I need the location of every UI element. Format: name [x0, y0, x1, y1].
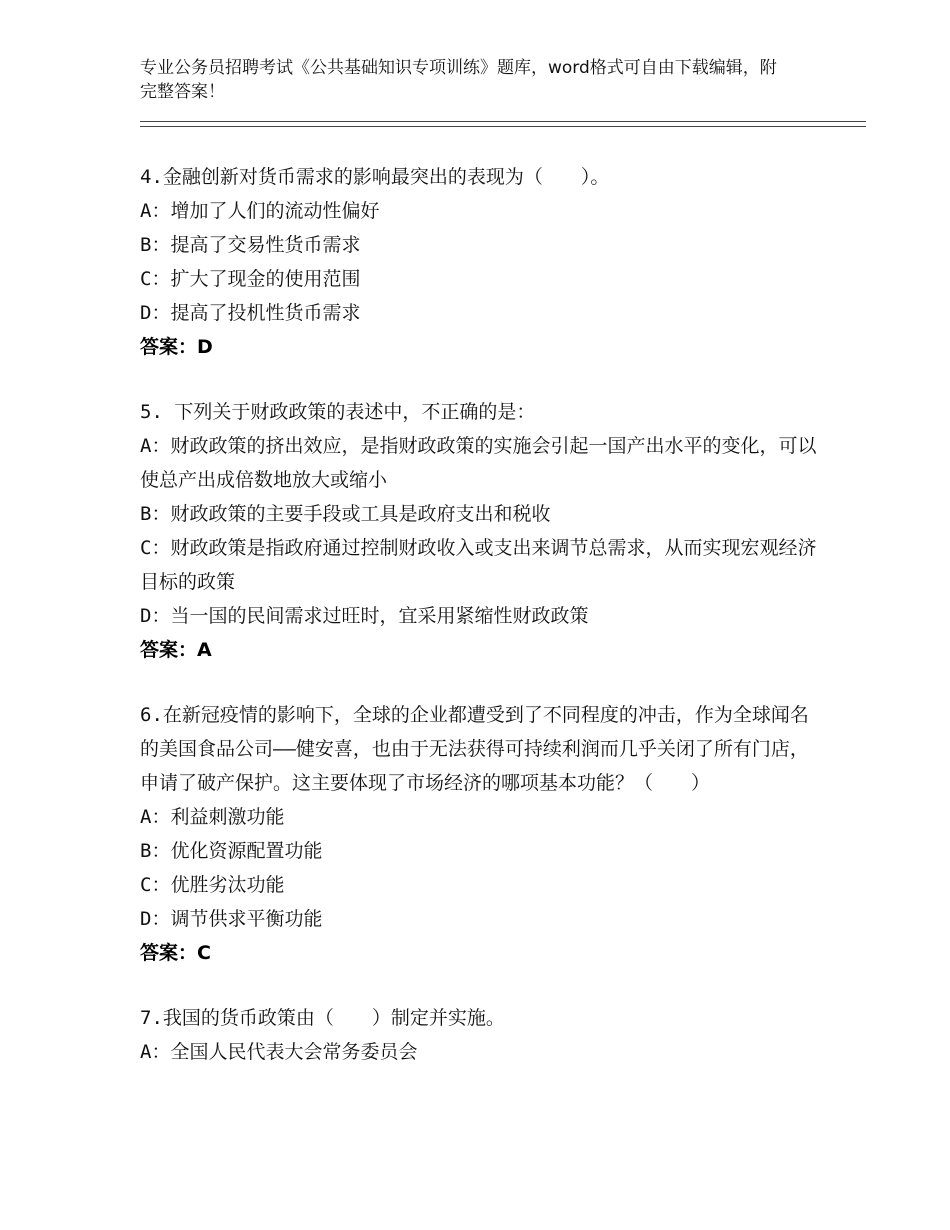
- option-b: B：优化资源配置功能: [140, 840, 323, 862]
- answer: 答案：C: [140, 942, 211, 964]
- question-stem: 6.在新冠疫情的影响下，全球的企业都遭受到了不同程度的冲击，作为全球闻名的美国食品公司——健安喜，也由于无法获得可持续利润而几乎关闭了所有门店，申请了破产保护。这主要体现了市场经济的哪项基本功能？（ ）: [140, 704, 809, 794]
- option-c: C：优胜劣汰功能: [140, 874, 285, 896]
- answer: 答案：D: [140, 336, 213, 358]
- option-a: A：全国人民代表大会常务委员会: [140, 1041, 418, 1063]
- option-b: B：财政政策的主要手段或工具是政府支出和税收: [140, 503, 551, 525]
- header-divider: [140, 121, 866, 127]
- option-a: A：增加了人们的流动性偏好: [140, 200, 380, 222]
- question-4: [140, 160, 820, 364]
- option-d: D：当一国的民间需求过旺时，宜采用紧缩性财政政策: [140, 605, 589, 627]
- option-c: C：扩大了现金的使用范围: [140, 268, 361, 290]
- answer: 答案：A: [140, 639, 212, 661]
- option-d: D：调节供求平衡功能: [140, 908, 323, 930]
- question-6: [140, 698, 820, 970]
- question-stem: 4.金融创新对货币需求的影响最突出的表现为（ ）。: [140, 166, 610, 188]
- question-stem: 5. 下列关于财政政策的表述中，不正确的是：: [140, 401, 536, 423]
- header-text: 专业公务员招聘考试《公共基础知识专项训练》题库，word格式可自由下载编辑，附完整答案！: [140, 58, 777, 102]
- question-list: [140, 160, 820, 1100]
- document-header: [140, 56, 790, 104]
- option-a: A：财政政策的挤出效应，是指财政政策的实施会引起一国产出水平的变化，可以使总产出成倍数地放大或缩小: [140, 435, 817, 491]
- question-stem: 7.我国的货币政策由（ ）制定并实施。: [140, 1007, 505, 1029]
- option-d: D：提高了投机性货币需求: [140, 302, 361, 324]
- option-b: B：提高了交易性货币需求: [140, 234, 361, 256]
- option-c: C：财政政策是指政府通过控制财政收入或支出来调节总需求，从而实现宏观经济目标的政策: [140, 537, 817, 593]
- option-a: A：利益刺激功能: [140, 806, 285, 828]
- question-7: [140, 1001, 820, 1069]
- question-5: [140, 395, 820, 667]
